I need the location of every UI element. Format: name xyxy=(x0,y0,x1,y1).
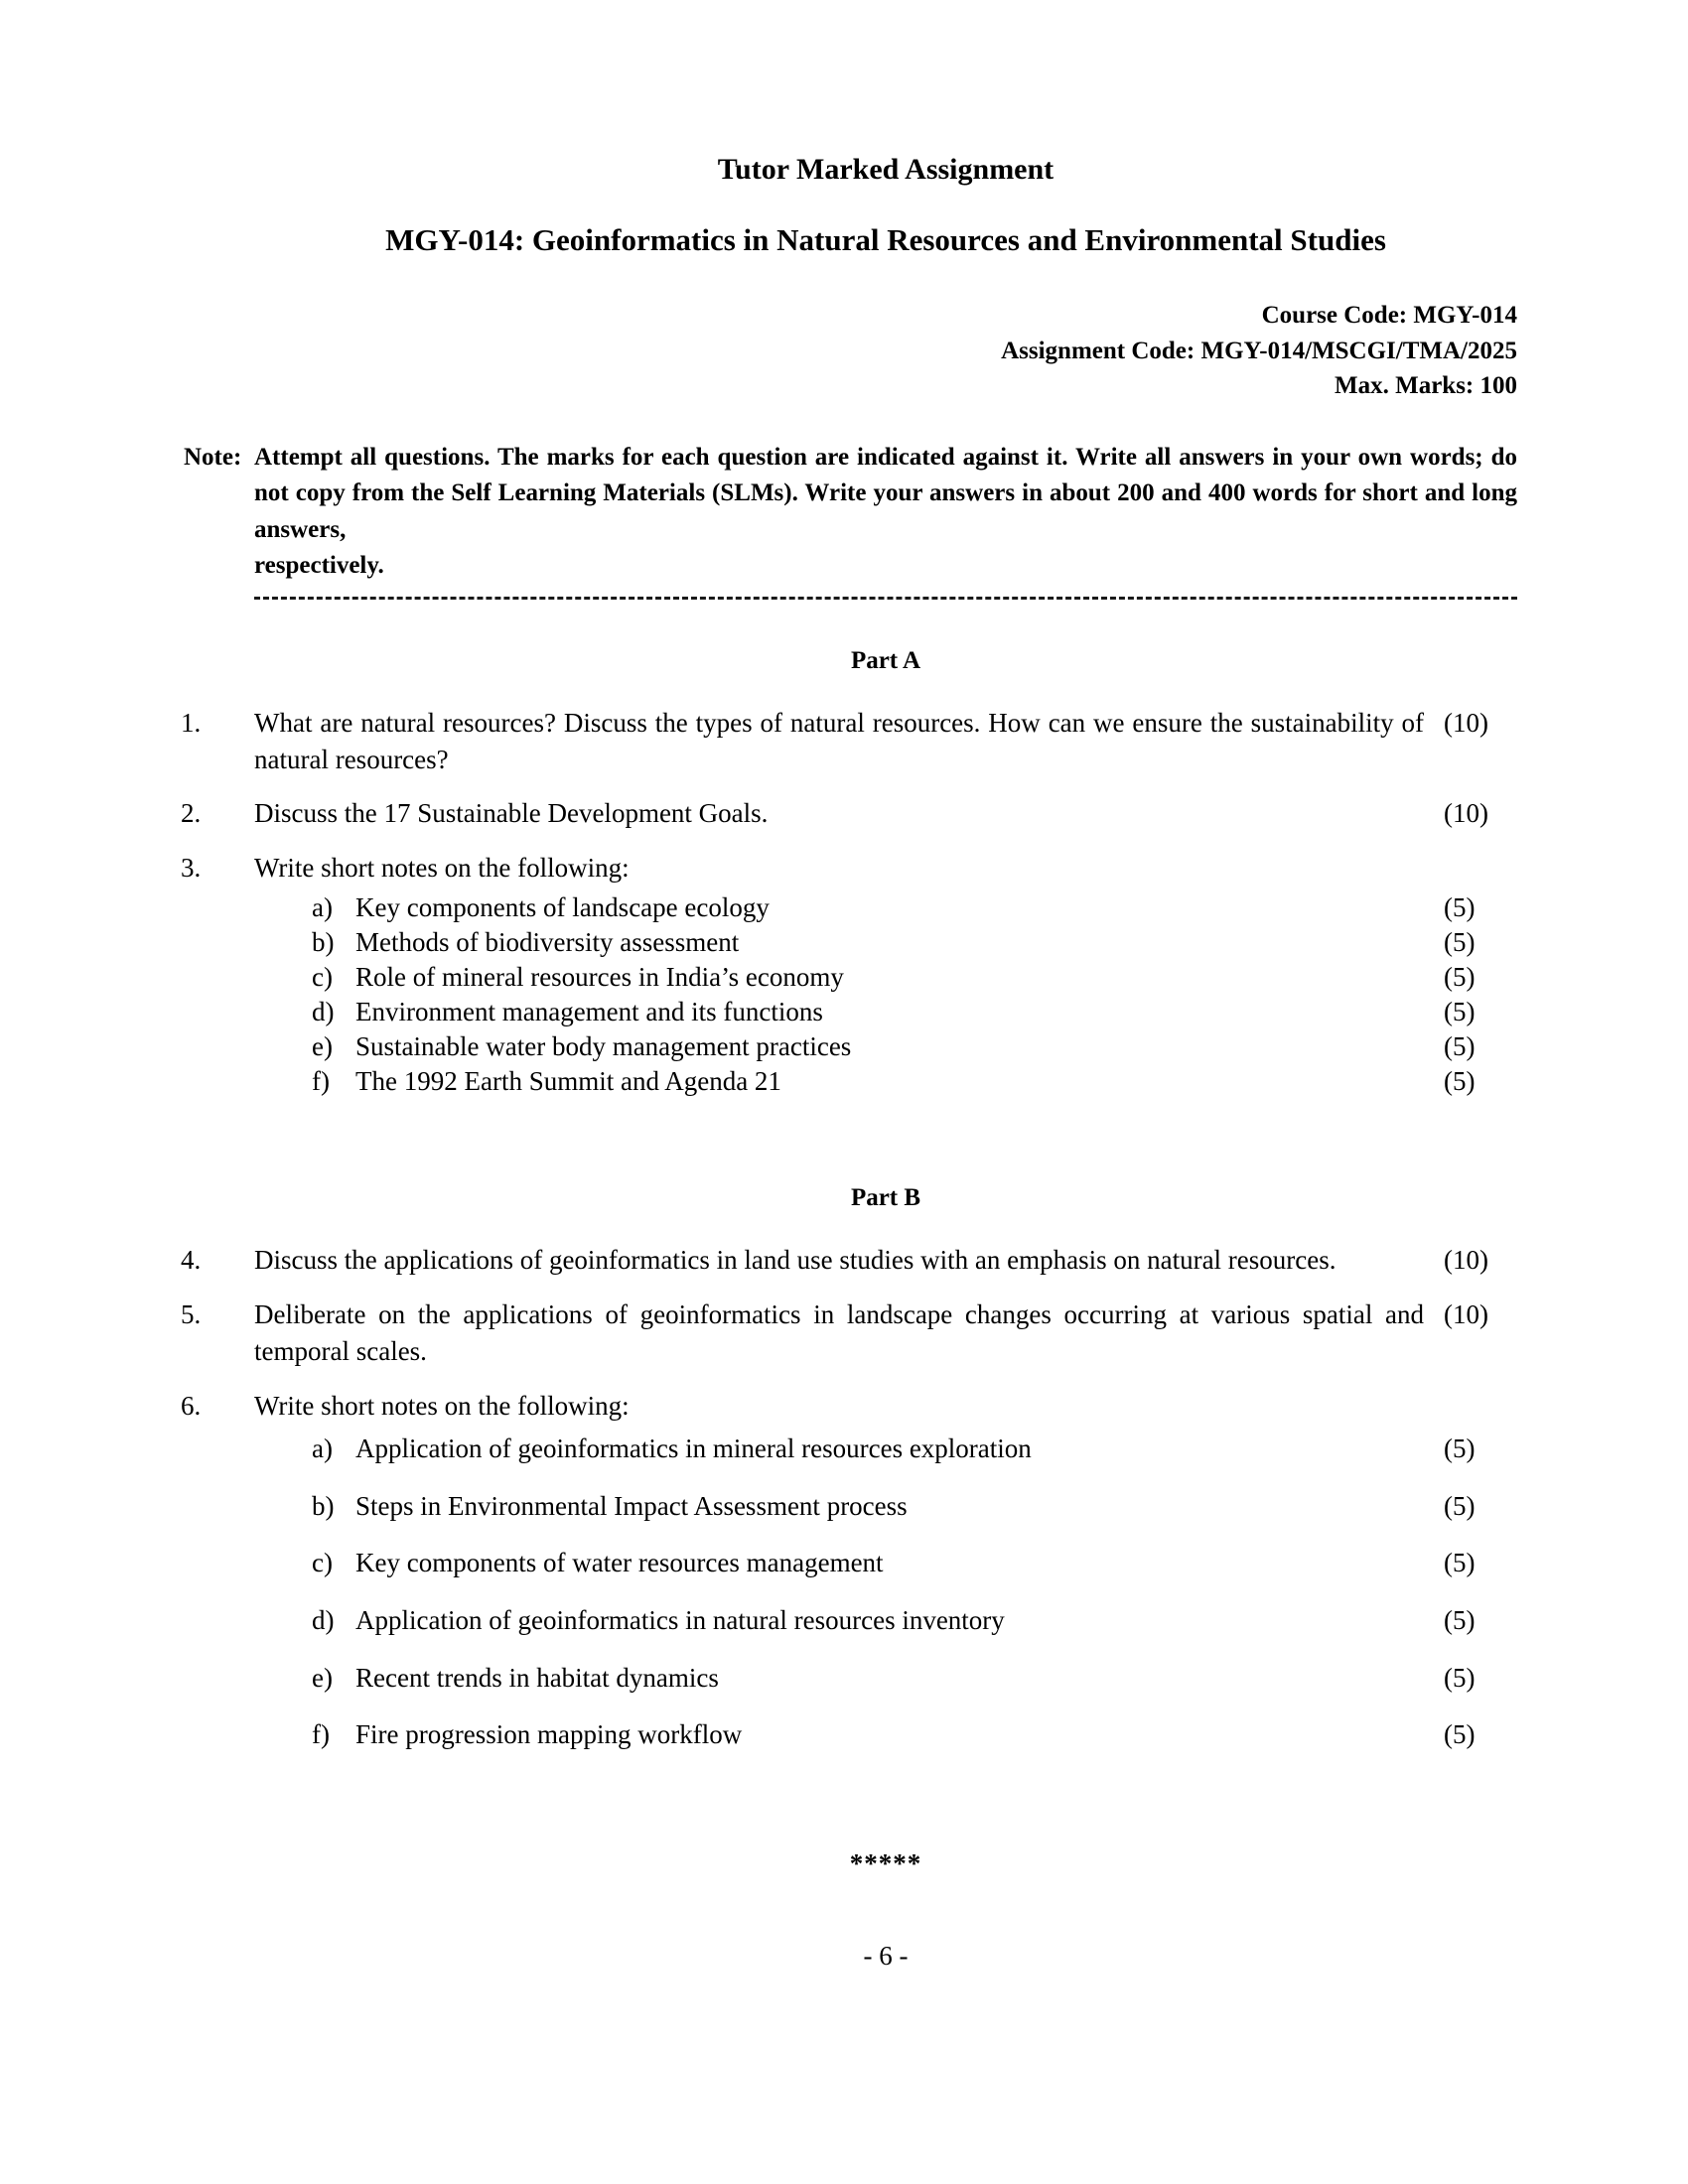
sub-item-label: b) xyxy=(312,1490,335,1521)
part-a-questions xyxy=(181,705,1517,1099)
question-text: Write short notes on the following: xyxy=(254,853,630,884)
page-content xyxy=(181,0,1517,1972)
question-6-subitems xyxy=(254,1432,1517,1753)
sub-item-label: b) xyxy=(312,926,335,957)
sub-item-text: Fire progression mapping workflow xyxy=(355,1719,743,1750)
sub-item-marks: (5) xyxy=(1444,997,1476,1027)
note-body xyxy=(254,440,1517,585)
question-number: 6. xyxy=(181,1390,202,1421)
note-label: Note: xyxy=(184,443,242,471)
part-b-questions xyxy=(181,1242,1517,1753)
sub-item-label: d) xyxy=(312,997,335,1027)
sub-item xyxy=(254,890,1517,925)
sub-item-marks: (5) xyxy=(1444,1719,1476,1750)
sub-item-text: Application of geoinformatics in mineral resources exploration xyxy=(355,1433,1032,1464)
question-number: 4. xyxy=(181,1245,202,1276)
sub-item-label: e) xyxy=(312,1662,333,1693)
sub-item-marks: (5) xyxy=(1444,961,1476,992)
sub-item xyxy=(254,1432,1517,1467)
sub-item xyxy=(254,1029,1517,1064)
sub-item-marks: (5) xyxy=(1444,1605,1476,1636)
sub-item-label: d) xyxy=(312,1605,335,1636)
sub-item-marks: (5) xyxy=(1444,1066,1476,1097)
sub-item-text: Application of geoinformatics in natural resources inventory xyxy=(355,1605,1005,1636)
question-3 xyxy=(181,850,1517,887)
sub-item-text: Steps in Environmental Impact Assessment process xyxy=(355,1490,908,1521)
course-code: Course Code: MGY-014 xyxy=(1261,302,1517,330)
sub-item-label: c) xyxy=(312,961,333,992)
sub-item-marks: (5) xyxy=(1444,1433,1476,1464)
question-text: Discuss the 17 Sustainable Development Goals. xyxy=(254,798,769,829)
sub-item xyxy=(254,960,1517,995)
sub-item xyxy=(254,1603,1517,1639)
question-text: Write short notes on the following: xyxy=(254,1390,630,1421)
page-number: - 6 - xyxy=(863,1940,909,1971)
question-text: Deliberate on the applications of geoinformatics in landscape changes occurring at various spatial and temporal scales. xyxy=(254,1299,1424,1366)
question-number: 2. xyxy=(181,798,202,829)
sub-item-text: The 1992 Earth Summit and Agenda 21 xyxy=(355,1066,781,1097)
sub-item xyxy=(254,1489,1517,1525)
sub-item-text: Key components of landscape ecology xyxy=(355,891,770,922)
sub-item-marks: (5) xyxy=(1444,1031,1476,1062)
sub-item-text: Recent trends in habitat dynamics xyxy=(355,1662,719,1693)
sub-item-text: Key components of water resources management xyxy=(355,1548,884,1578)
question-text: Discuss the applications of geoinformatics in land use studies with an emphasis on natural resources. xyxy=(254,1245,1336,1276)
page-title: Tutor Marked Assignment xyxy=(717,153,1055,186)
sub-item-label: c) xyxy=(312,1548,333,1578)
question-marks: (10) xyxy=(1444,1245,1488,1276)
sub-item xyxy=(254,995,1517,1029)
question-5 xyxy=(181,1297,1517,1369)
question-2 xyxy=(181,795,1517,832)
sub-item xyxy=(254,1717,1517,1753)
question-marks: (10) xyxy=(1444,707,1488,738)
question-number: 3. xyxy=(181,853,202,884)
part-b-heading: Part B xyxy=(850,1184,921,1212)
note-block xyxy=(184,440,1517,585)
course-code-block xyxy=(254,298,1517,404)
max-marks: Max. Marks: 100 xyxy=(1335,372,1517,400)
question-number: 5. xyxy=(181,1299,202,1330)
sub-item xyxy=(254,1064,1517,1099)
sub-item-marks: (5) xyxy=(1444,926,1476,957)
question-1 xyxy=(181,705,1517,777)
sub-item-label: f) xyxy=(312,1719,330,1750)
sub-item-marks: (5) xyxy=(1444,891,1476,922)
sub-item-marks: (5) xyxy=(1444,1490,1476,1521)
question-text: What are natural resources? Discuss the types of natural resources. How can we ensure the sustainability of natural resources? xyxy=(254,707,1424,774)
sub-item-marks: (5) xyxy=(1444,1662,1476,1693)
question-marks: (10) xyxy=(1444,798,1488,829)
course-title: MGY-014: Geoinformatics in Natural Resources and Environmental Studies xyxy=(385,221,1386,257)
sub-item-label: a) xyxy=(312,1433,333,1464)
end-marker: ***** xyxy=(849,1847,922,1878)
question-marks: (10) xyxy=(1444,1299,1488,1330)
sub-item-text: Sustainable water body management practices xyxy=(355,1031,852,1062)
sub-item xyxy=(254,925,1517,960)
sub-item-text: Role of mineral resources in India’s economy xyxy=(355,961,844,992)
sub-item xyxy=(254,1661,1517,1697)
question-3-subitems xyxy=(254,890,1517,1100)
assignment-code: Assignment Code: MGY-014/MSCGI/TMA/2025 xyxy=(1001,337,1517,364)
question-6 xyxy=(181,1388,1517,1425)
question-number: 1. xyxy=(181,707,202,738)
sub-item xyxy=(254,1546,1517,1581)
sub-item-text: Methods of biodiversity assessment xyxy=(355,926,740,957)
sub-item-label: f) xyxy=(312,1066,330,1097)
question-4 xyxy=(181,1242,1517,1279)
sub-item-label: e) xyxy=(312,1031,333,1062)
sub-item-text: Environment management and its functions xyxy=(355,997,823,1027)
note-text: Attempt all questions. The marks for each question are indicated against it. Write all answers in your own words; do not copy from the Self Learning Materials (SLMs). Write your answers in about 200 and 400 words for short and long answers, xyxy=(254,443,1517,543)
note-last-line: respectively. xyxy=(254,552,384,580)
sub-item-marks: (5) xyxy=(1444,1548,1476,1578)
part-a-heading: Part A xyxy=(850,646,921,674)
sub-item-label: a) xyxy=(312,891,333,922)
